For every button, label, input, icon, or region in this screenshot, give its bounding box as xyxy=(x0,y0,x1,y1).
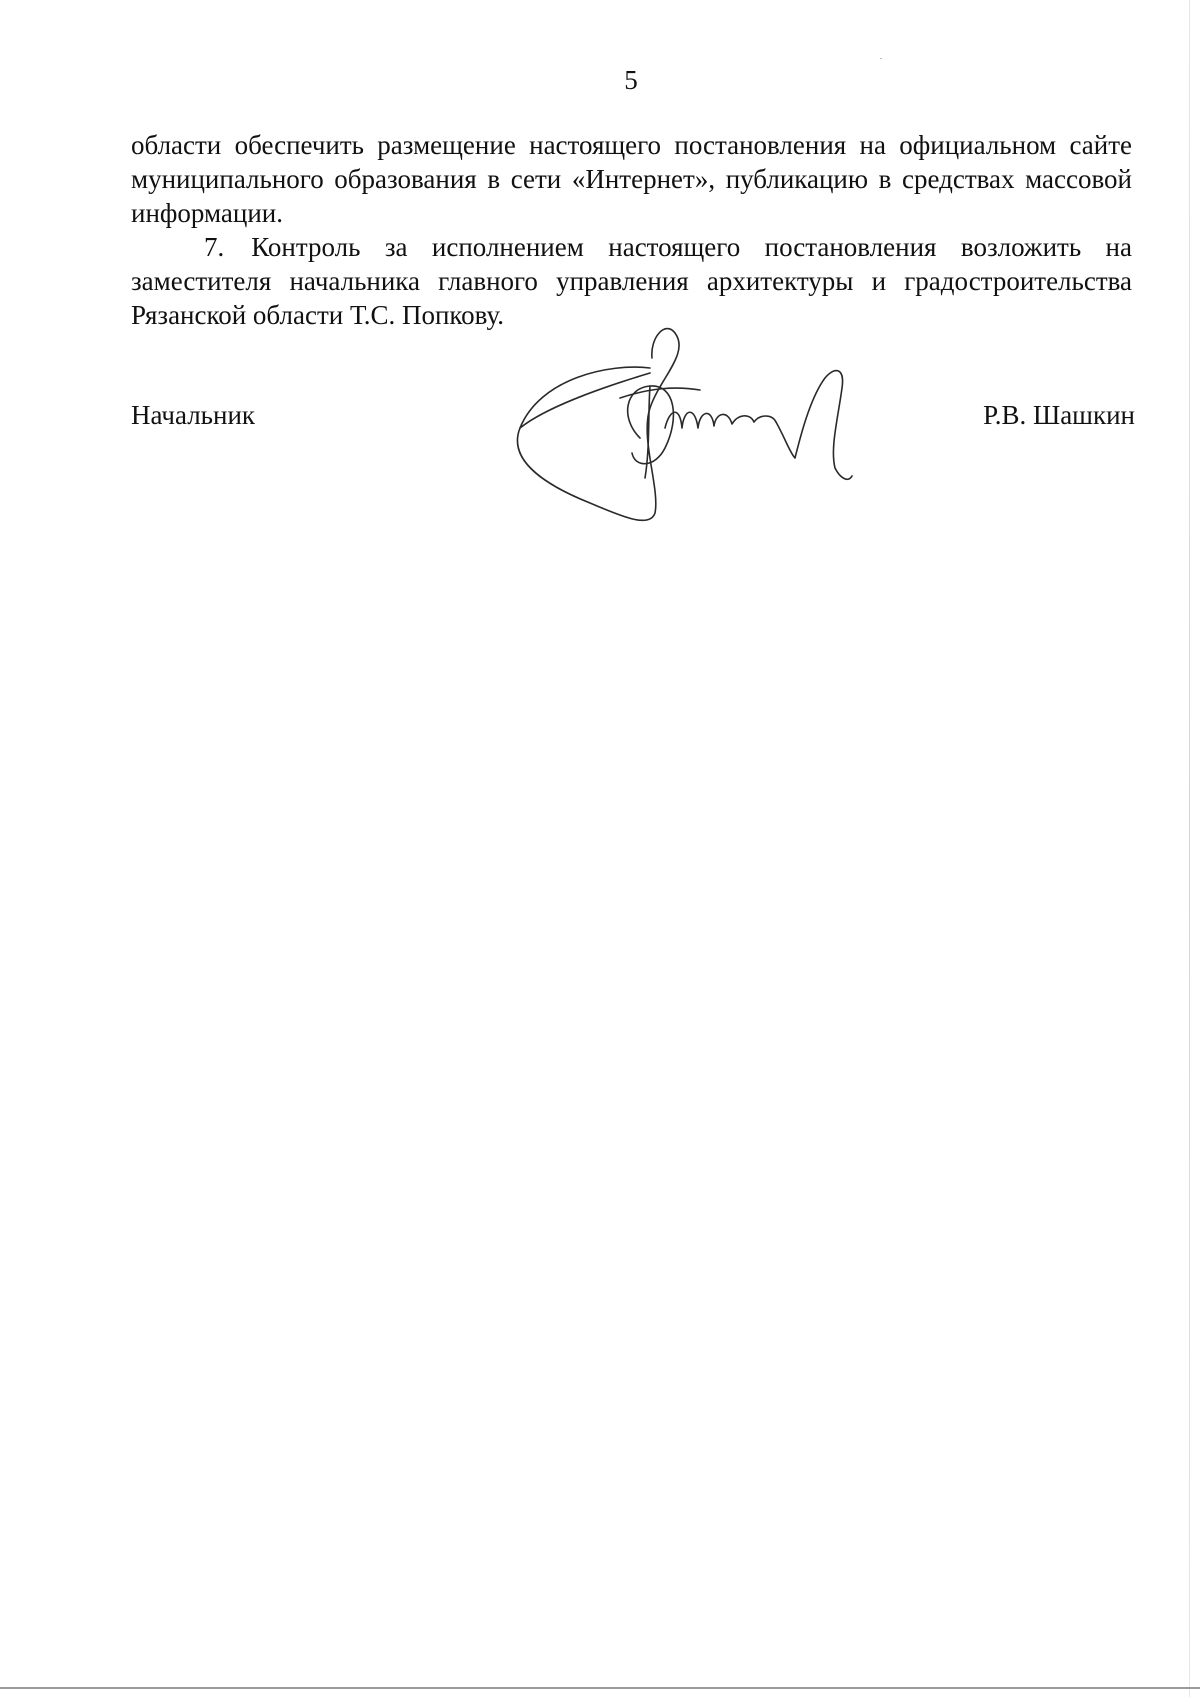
scan-speck xyxy=(880,58,882,59)
signatory-position: Начальник xyxy=(131,400,256,430)
scan-edge xyxy=(1189,0,1190,1697)
scan-bottom-edge xyxy=(0,1687,1200,1689)
page-number: 5 xyxy=(624,65,638,95)
document-body xyxy=(131,128,1132,332)
signature-block xyxy=(131,398,1135,438)
paragraph-continued: области обеспечить размещение настоящего постановления на официальном сайте муниципального образования в сети «Интернет», публикацию в средствах массовой информации. xyxy=(131,130,1132,228)
paragraph-7: 7. Контроль за исполнением настоящего постановления возложить на заместителя начальника главного управления архитектуры и градостроительства Рязанской области Т.С. Попкову. xyxy=(131,232,1132,330)
signatory-name: Р.В. Шашкин xyxy=(983,400,1135,430)
